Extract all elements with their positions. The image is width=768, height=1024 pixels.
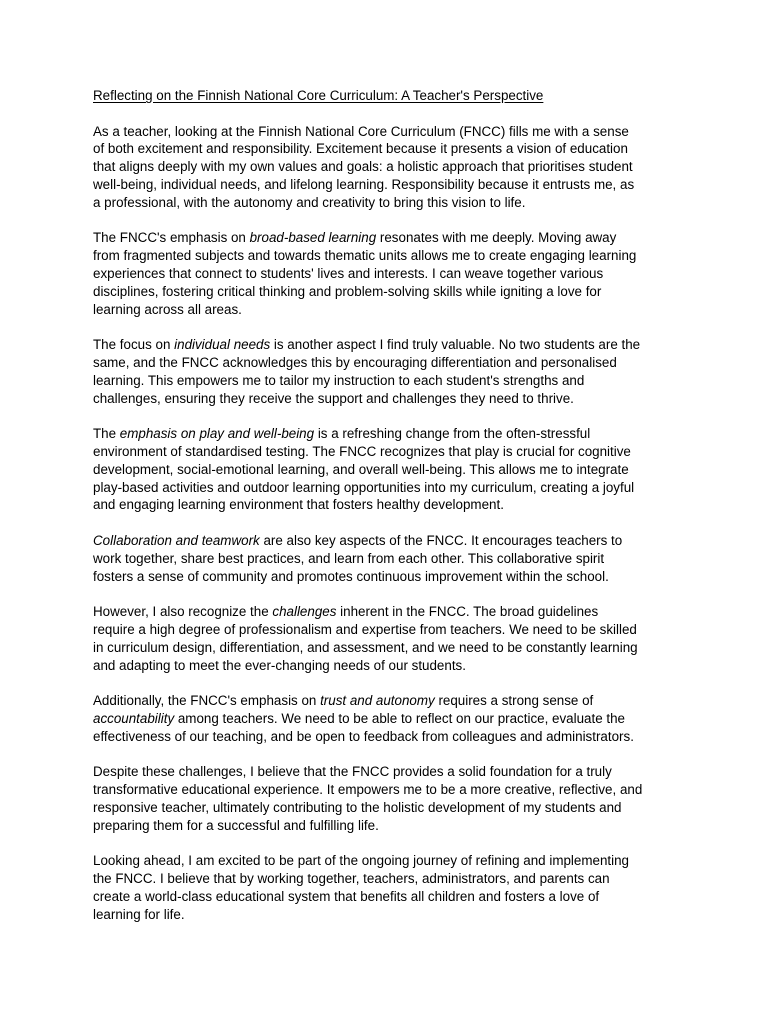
text-run: The focus on <box>93 337 175 353</box>
text-line <box>93 781 678 799</box>
text-line <box>93 247 678 265</box>
text-run: The <box>93 426 120 442</box>
text-run: development, social-emotional learning, and overall well-being. This allows me to integrate <box>93 461 629 477</box>
text-line <box>93 479 678 497</box>
text-line <box>93 301 678 319</box>
paragraph <box>93 603 678 674</box>
text-line <box>93 888 678 906</box>
text-line <box>93 372 678 390</box>
paragraph <box>93 763 678 834</box>
italic-phrase: challenges <box>272 604 337 620</box>
text-line <box>93 176 678 194</box>
text-run: Additionally, the FNCC's emphasis on <box>93 693 321 709</box>
text-line <box>93 194 678 212</box>
italic-phrase: trust and autonomy <box>320 693 435 709</box>
paragraph <box>93 532 678 585</box>
text-line <box>93 728 678 746</box>
text-line <box>93 229 678 247</box>
paragraph-list <box>93 123 678 924</box>
text-run: a professional, with the autonomy and creativity to bring this vision to life. <box>93 194 526 210</box>
text-line <box>93 692 678 710</box>
text-line <box>93 123 678 141</box>
text-run: The FNCC's emphasis on <box>93 230 250 246</box>
text-run: are also key aspects of the FNCC. It encourages teachers to <box>259 532 623 548</box>
text-line <box>93 140 678 158</box>
text-line <box>93 390 678 408</box>
text-line <box>93 425 678 443</box>
text-run: challenges, ensuring they receive the support and challenges they need to thrive. <box>93 390 574 406</box>
italic-phrase: emphasis on play and well-being <box>119 426 315 442</box>
text-run: learning for life. <box>93 906 185 922</box>
text-line <box>93 621 678 639</box>
text-run: Despite these challenges, I believe that the FNCC provides a solid foundation for a truly <box>93 764 612 780</box>
paragraph <box>93 229 678 318</box>
text-run: learning across all areas. <box>93 301 242 317</box>
text-run: that aligns deeply with my own values and goals: a holistic approach that prioritises student <box>93 159 633 175</box>
text-run: disciplines, fostering critical thinking and problem-solving skills while igniting a love for <box>93 283 602 299</box>
text-line <box>93 568 678 586</box>
text-line <box>93 461 678 479</box>
text-run: However, I also recognize the <box>93 604 273 620</box>
text-run: preparing them for a successful and fulfilling life. <box>93 817 379 833</box>
text-line <box>93 763 678 781</box>
text-line <box>93 158 678 176</box>
text-line <box>93 532 678 550</box>
text-line <box>93 443 678 461</box>
text-line <box>93 336 678 354</box>
text-run: from fragmented subjects and towards thematic units allows me to create engaging learning <box>93 248 637 264</box>
document-body <box>93 87 678 941</box>
text-line <box>93 870 678 888</box>
text-run: is another aspect I find truly valuable. No two students are the <box>270 337 641 353</box>
text-line <box>93 265 678 283</box>
text-run: among teachers. We need to be able to reflect on our practice, evaluate the <box>174 710 625 726</box>
text-run: As a teacher, looking at the Finnish National Core Curriculum (FNCC) fills me with a sense <box>93 123 629 139</box>
text-line <box>93 639 678 657</box>
text-line <box>93 657 678 675</box>
text-run: require a high degree of professionalism and expertise from teachers. We need to be skilled <box>93 621 637 637</box>
paragraph <box>93 692 678 745</box>
text-run: well-being, individual needs, and lifelong learning. Responsibility because it entrusts me, as <box>93 176 635 192</box>
text-run: inherent in the FNCC. The broad guidelines <box>336 604 599 620</box>
text-run: of both excitement and responsibility. Excitement because it presents a vision of education <box>93 141 628 157</box>
text-run: work together, share best practices, and learn from each other. This collaborative spirit <box>93 550 605 566</box>
text-run: experiences that connect to students' lives and interests. I can weave together various <box>93 265 604 281</box>
document-title: Reflecting on the Finnish National Core Curriculum: A Teacher's Perspective <box>93 88 544 103</box>
text-line <box>93 906 678 924</box>
text-run: effectiveness of our teaching, and be open to feedback from colleagues and administrators. <box>93 728 634 744</box>
text-run: create a world-class educational system that benefits all children and fosters a love of <box>93 888 600 904</box>
text-line <box>93 354 678 372</box>
text-run: and adapting to meet the ever-changing needs of our students. <box>93 657 466 673</box>
text-run: play-based activities and outdoor learning opportunities into my curriculum, creating a joyful <box>93 479 635 495</box>
text-line <box>93 550 678 568</box>
text-run: the FNCC. I believe that by working together, teachers, administrators, and parents can <box>93 871 610 887</box>
text-run: same, and the FNCC acknowledges this by encouraging differentiation and personalised <box>93 354 617 370</box>
text-line <box>93 710 678 728</box>
paragraph <box>93 336 678 407</box>
text-run: transformative educational experience. It empowers me to be a more creative, reflective, and <box>93 782 643 798</box>
italic-phrase: broad-based learning <box>249 230 377 246</box>
text-line <box>93 799 678 817</box>
italic-phrase: Collaboration and teamwork <box>93 532 260 548</box>
text-run: in curriculum design, differentiation, and assessment, and we need to be constantly learning <box>93 639 638 655</box>
text-run: fosters a sense of community and promotes continuous improvement within the school. <box>93 568 609 584</box>
text-line <box>93 283 678 301</box>
text-line <box>93 852 678 870</box>
paragraph <box>93 852 678 923</box>
text-line <box>93 817 678 835</box>
text-line <box>93 603 678 621</box>
text-run: learning. This empowers me to tailor my instruction to each student's strengths and <box>93 372 585 388</box>
text-line <box>93 496 678 514</box>
text-run: is a refreshing change from the often-stressful <box>314 426 591 442</box>
italic-phrase: accountability <box>93 710 175 726</box>
italic-phrase: individual needs <box>174 337 271 353</box>
paragraph <box>93 123 678 212</box>
text-run: responsive teacher, ultimately contributing to the holistic development of my students and <box>93 799 622 815</box>
text-run: requires a strong sense of <box>434 693 594 709</box>
paragraph <box>93 425 678 514</box>
text-run: and engaging learning environment that fosters healthy development. <box>93 497 504 513</box>
text-run: Looking ahead, I am excited to be part of the ongoing journey of refining and implementing <box>93 853 629 869</box>
text-run: environment of standardised testing. The FNCC recognizes that play is crucial for cognitive <box>93 443 631 459</box>
text-run: resonates with me deeply. Moving away <box>376 230 617 246</box>
